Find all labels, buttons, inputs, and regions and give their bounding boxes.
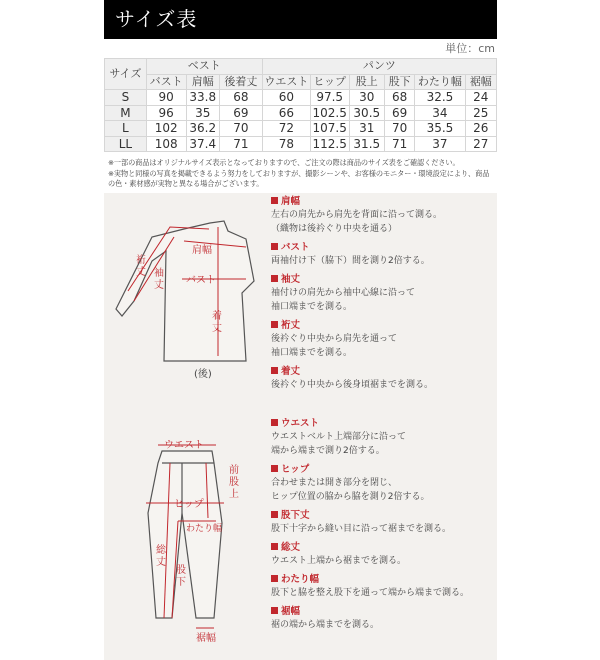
table-cell: 90 (146, 90, 186, 106)
table-cell: 68 (219, 90, 262, 106)
table-cell: 102.5 (310, 105, 349, 121)
table-cell: 70 (385, 121, 415, 137)
vest-illustration (114, 201, 274, 381)
table-cell: 24 (465, 90, 497, 106)
column-header: 後着丈 (219, 74, 262, 90)
size-table (104, 58, 497, 152)
page-title: サイズ表 (104, 0, 497, 39)
column-header: 裾幅 (465, 74, 497, 90)
label-length: 着 (212, 311, 222, 322)
column-header: 肩幅 (186, 74, 219, 90)
column-header: バスト (146, 74, 186, 90)
square-bullet-icon (271, 197, 278, 204)
pants-illustration (134, 433, 254, 648)
desc-item-sleeve: 袖丈 袖付けの肩先から袖中心線に沿って 袖口端までを測る。 (271, 274, 416, 312)
notes (104, 152, 497, 194)
desc-item-waist: ウエスト ウエストベルト上端部分に沿って 端から端まで測り2倍する。 (271, 418, 407, 456)
table-cell: 60 (262, 90, 310, 106)
square-bullet-icon (271, 607, 278, 614)
label-total-length: 総 (156, 545, 166, 556)
square-bullet-icon (271, 367, 278, 374)
label-yuki: 裄 (136, 255, 146, 266)
label-waist: ウエスト (164, 440, 204, 451)
table-cell: 108 (146, 136, 186, 152)
square-bullet-icon (271, 543, 278, 550)
size-cell: LL (105, 136, 147, 152)
desc-item-shoulder: 肩幅 左右の肩先から肩先を背面に沿って測る。 （織物は後衿ぐり中央を通る） (271, 196, 443, 234)
desc-item-total-length: 総丈 ウエスト上端から裾までを測る。 (271, 542, 407, 566)
pants-group-header: パンツ (262, 59, 496, 75)
label-rise-front: 前 (229, 465, 239, 476)
desc-item-inseam: 股下丈 股下十字から縫い目に沿って裾までを測る。 (271, 510, 452, 534)
column-header: 股上 (349, 74, 385, 90)
column-header: ヒップ (310, 74, 349, 90)
table-group-header-row (105, 59, 497, 75)
note-line: ※実物と同様の写真を掲載できるよう努力をしておりますが、撮影シーンや、お客様のモニター・環境設定により、商品の色・素材感が実物と異なる場合がございます。 (108, 168, 490, 188)
desc-item-yuki: 裄丈 後衿ぐり中央から肩先を通って 袖口端までを測る。 (271, 320, 398, 358)
table-row (105, 90, 497, 106)
desc-item-bust: バスト 両袖付け下（脇下）間を測り2倍する。 (271, 242, 430, 266)
table-cell: 66 (262, 105, 310, 121)
table-cell: 35.5 (415, 121, 465, 137)
desc-item-length: 着丈 後衿ぐり中央から後身頃裾までを測る。 (271, 366, 434, 390)
square-bullet-icon (271, 243, 278, 250)
table-cell: 102 (146, 121, 186, 137)
measurement-guide (104, 193, 497, 660)
table-cell: 71 (219, 136, 262, 152)
table-cell: 34 (415, 105, 465, 121)
table-row (105, 136, 497, 152)
pants-description-list (271, 417, 497, 637)
table-column-header-row (105, 74, 497, 90)
table-cell: 31 (349, 121, 385, 137)
desc-item-hem: 裾幅 裾の端から端までを測る。 (271, 606, 380, 630)
table-cell: 96 (146, 105, 186, 121)
table-cell: 36.2 (186, 121, 219, 137)
table-cell: 72 (262, 121, 310, 137)
column-header: わたり幅 (415, 74, 465, 90)
label-hem: 裾幅 (196, 633, 216, 644)
svg-text:丈: 丈 (136, 267, 146, 278)
column-header: ウエスト (262, 74, 310, 90)
vest-caption: (後) (194, 369, 212, 380)
table-cell: 30.5 (349, 105, 385, 121)
square-bullet-icon (271, 511, 278, 518)
square-bullet-icon (271, 275, 278, 282)
label-bust: バスト (186, 275, 216, 286)
svg-text:丈: 丈 (154, 280, 164, 291)
svg-text:丈: 丈 (156, 557, 166, 568)
svg-text:丈: 丈 (212, 323, 222, 334)
label-inseam: 股 (176, 565, 186, 576)
label-thigh: わたり幅 (186, 524, 223, 534)
table-cell: 112.5 (310, 136, 349, 152)
table-cell: 27 (465, 136, 497, 152)
svg-text:上: 上 (229, 489, 239, 500)
square-bullet-icon (271, 575, 278, 582)
table-cell: 26 (465, 121, 497, 137)
unit-label: 単位：cm (445, 42, 495, 55)
square-bullet-icon (271, 419, 278, 426)
size-cell: M (105, 105, 147, 121)
svg-text:股: 股 (229, 477, 239, 488)
size-cell: S (105, 90, 147, 106)
table-cell: 37.4 (186, 136, 219, 152)
table-cell: 31.5 (349, 136, 385, 152)
square-bullet-icon (271, 321, 278, 328)
table-cell: 69 (219, 105, 262, 121)
size-cell: L (105, 121, 147, 137)
desc-item-thigh: わたり幅 股下と脇を整え股下を通って端から端まで測る。 (271, 574, 470, 598)
label-shoulder: 肩幅 (192, 245, 212, 256)
table-cell: 32.5 (415, 90, 465, 106)
vest-group-header: ベスト (146, 59, 262, 75)
table-cell: 107.5 (310, 121, 349, 137)
column-header: 股下 (385, 74, 415, 90)
table-cell: 70 (219, 121, 262, 137)
square-bullet-icon (271, 465, 278, 472)
table-cell: 78 (262, 136, 310, 152)
svg-text:下: 下 (176, 577, 186, 588)
table-cell: 30 (349, 90, 385, 106)
label-hip: ヒップ (174, 499, 204, 510)
table-cell: 71 (385, 136, 415, 152)
label-sleeve: 袖 (154, 268, 164, 279)
table-cell: 33.8 (186, 90, 219, 106)
size-chart-page (104, 0, 497, 644)
table-cell: 25 (465, 105, 497, 121)
table-cell: 35 (186, 105, 219, 121)
vest-description-list (271, 195, 497, 397)
table-cell: 97.5 (310, 90, 349, 106)
size-column-header: サイズ (105, 59, 147, 90)
table-cell: 37 (415, 136, 465, 152)
table-cell: 69 (385, 105, 415, 121)
table-row (105, 121, 497, 137)
table-cell: 68 (385, 90, 415, 106)
table-row (105, 105, 497, 121)
desc-item-hip: ヒップ 合わせまたは開き部分を閉じ、 ヒップ位置の脇から脇を測り2倍する。 (271, 464, 430, 502)
note-line: ※一部の商品はオリジナルサイズ表示となっておりますので、ご注文の際は商品のサイズ表をご確認ください。 (108, 158, 460, 167)
